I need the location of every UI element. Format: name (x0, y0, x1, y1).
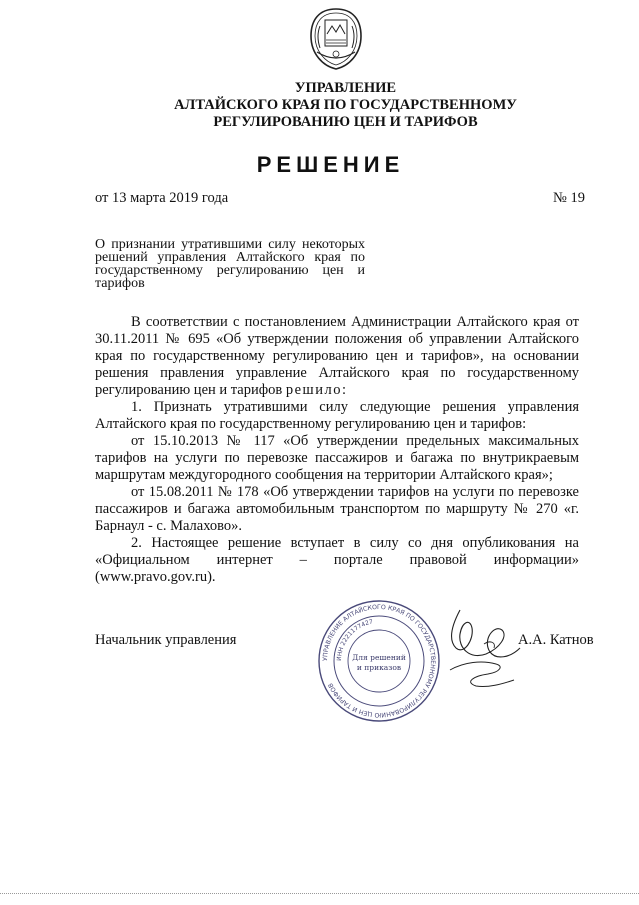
signatory-name: А.А. Катнов (518, 632, 594, 648)
document-body (95, 314, 579, 586)
signatory-position: Начальник управления (95, 632, 237, 648)
decided-word: решило (285, 382, 342, 398)
paragraph-decision-178: от 15.08.2011 № 178 «Об утверждении тарифов на услуги по перевозке пассажиров и багажа автомобильным транспортом по маршруту № 270 «г. Барнаул - с. Малахово». (95, 484, 579, 534)
stamp-center-line-1: Для решений (352, 653, 406, 662)
document-number: № 19 (553, 190, 585, 206)
stamp-center-line-2: и приказов (356, 663, 402, 672)
preamble-end: : (341, 382, 346, 398)
paragraph-decision-117: от 15.10.2013 № 117 «Об утверждении предельных максимальных тарифов на услуги по перевозке пассажиров и багажа по внутрикраевым маршрутам междугородного сообщения на территории Алтайского края»; (95, 433, 579, 483)
paragraph-item-2: 2. Настоящее решение вступает в силу со дня опубликования на «Официальном интернет – портале правовой информации» (www.pravo.gov.ru). (95, 535, 579, 585)
stamp-outer-text: УПРАВЛЕНИЕ АЛТАЙСКОГО КРАЯ ПО ГОСУДАРСТВЕННОМУ РЕГУЛИРОВАНИЮ ЦЕН И ТАРИФОВ (321, 603, 437, 719)
paragraph-item-1: 1. Признать утратившими силу следующие решения управления Алтайского края по государственному регулированию цен и тарифов: (95, 399, 579, 432)
org-line-2: АЛТАЙСКОГО КРАЯ ПО ГОСУДАРСТВЕННОМУ (174, 97, 517, 113)
document-subject: О признании утратившими силу некоторых решений управления Алтайского края по государственному регулированию цен и тарифов (95, 237, 365, 291)
org-line-3: РЕГУЛИРОВАНИЮ ЦЕН И ТАРИФОВ (213, 114, 478, 130)
preamble-text: В соответствии с постановлением Администрации Алтайского края от 30.11.2011 № 695 «Об утверждении положения об управлении Алтайского края по государственному регулированию цен и тарифов», на основании решения правления управление Алтайского края по государственному регулированию цен и тарифов (95, 314, 579, 398)
official-seal-stamp (316, 598, 442, 724)
organization-header (0, 80, 639, 131)
paragraph-preamble (95, 314, 579, 399)
document-date: от 13 марта 2019 года (95, 190, 229, 206)
coat-of-arms-emblem (305, 6, 367, 72)
footer-divider (0, 893, 639, 894)
handwritten-signature (430, 600, 530, 695)
document-title: РЕШЕНИЕ (256, 152, 405, 177)
stamp-inn-text: ИНН 2221177427 (335, 618, 374, 662)
org-line-1: УПРАВЛЕНИЕ (294, 80, 397, 96)
